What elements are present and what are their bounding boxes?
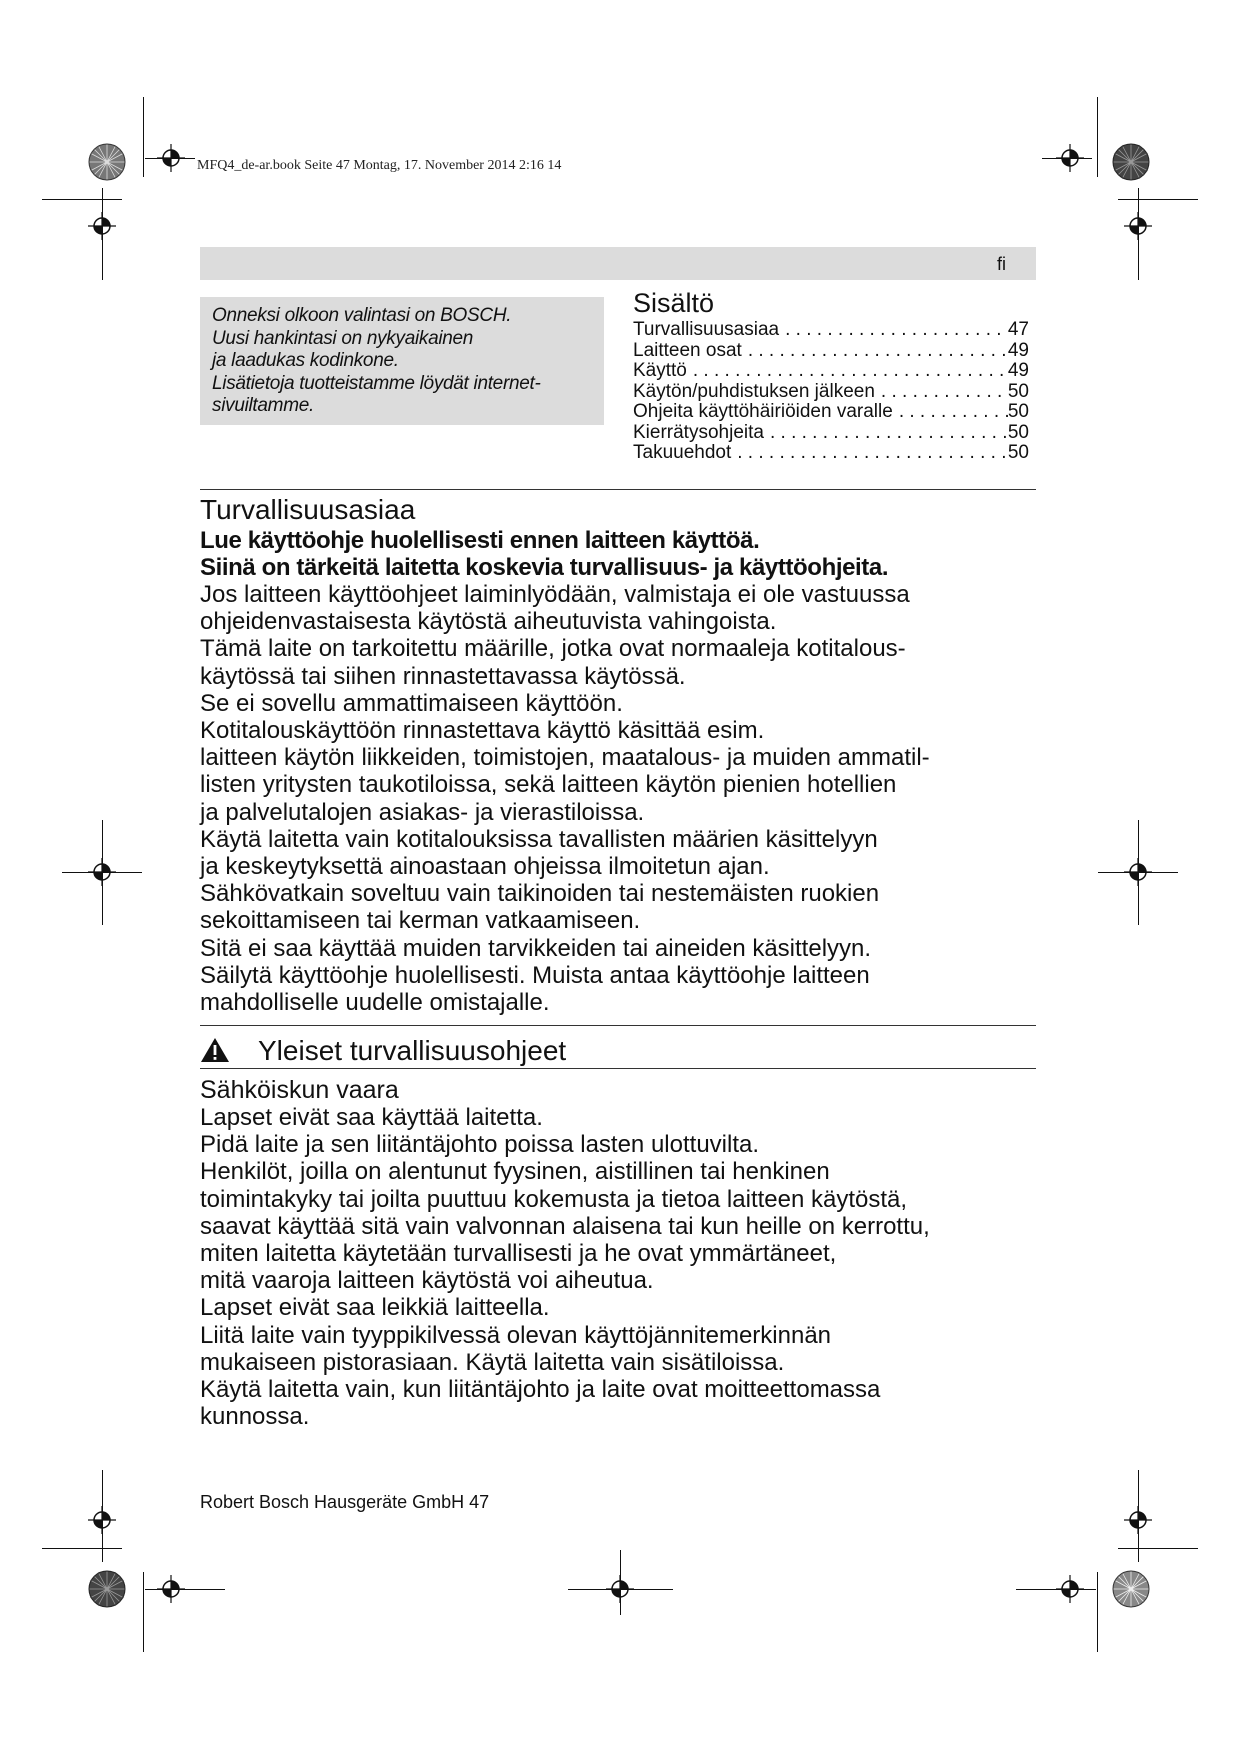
color-rosette-icon xyxy=(88,143,126,181)
general-text xyxy=(200,1104,1040,1430)
text-line: kunnossa. xyxy=(200,1403,310,1431)
text-line: Kotitalouskäyttöön rinnastettava käyttö käsittää esim. xyxy=(200,717,765,745)
crop-line xyxy=(1118,1548,1198,1549)
crop-line xyxy=(1097,97,1098,177)
text-line: mukaiseen pistorasiaan. Käytä laitetta vain sisätiloissa. xyxy=(200,1348,785,1376)
toc-leader-dots xyxy=(779,320,1008,341)
text-line: mahdolliselle uudelle omistajalle. xyxy=(200,989,550,1017)
safety-bold-intro xyxy=(200,527,1040,581)
registration-mark-icon xyxy=(88,212,116,240)
registration-mark-icon xyxy=(1124,858,1152,886)
bold-line: Siinä on tärkeitä laitetta koskevia turvallisuus- ja käyttöohjeita. xyxy=(200,554,889,582)
text-line: toimintakyky tai joilta puuttuu kokemusta ja tietoa laitteen käytöstä, xyxy=(200,1185,908,1213)
toc-item[interactable] xyxy=(633,341,1029,362)
toc-item[interactable] xyxy=(633,382,1029,403)
toc-leader-dots xyxy=(875,382,1008,403)
text-line: Henkilöt, joilla on alentunut fyysinen, aistillinen tai henkinen xyxy=(200,1158,830,1186)
toc-leader-dots xyxy=(687,361,1008,382)
text-line: Sähkövatkain soveltuu vain taikinoiden tai nestemäisten ruokien xyxy=(200,880,880,908)
text-line: käytössä tai siihen rinnastettavassa käytössä. xyxy=(200,662,686,690)
intro-line: Onneksi olkoon valintasi on BOSCH. xyxy=(212,305,512,326)
text-line: ja palvelutalojen asiakas- ja vierastiloissa. xyxy=(200,798,645,826)
table-of-contents xyxy=(633,320,1029,464)
text-line: sekoittamiseen tai kerman vatkaamiseen. xyxy=(200,907,641,935)
text-line: Tämä laite on tarkoitettu määrille, jotka ovat normaaleja kotitalous- xyxy=(200,635,906,663)
text-line: Pidä laite ja sen liitäntäjohto poissa lasten ulottuvilta. xyxy=(200,1131,760,1159)
text-line: Liitä laite vain tyyppikilvessä olevan käyttöjännitemerkinnän xyxy=(200,1321,832,1349)
registration-mark-icon xyxy=(88,1506,116,1534)
toc-item[interactable] xyxy=(633,320,1029,341)
page-footer: Robert Bosch Hausgeräte GmbH 47 xyxy=(200,1492,490,1512)
toc-item-page: 50 xyxy=(1007,421,1029,443)
text-line: Sitä ei saa käyttää muiden tarvikkeiden tai aineiden käsittelyyn. xyxy=(200,934,872,962)
registration-mark-icon xyxy=(1056,1575,1084,1603)
intro-box xyxy=(200,297,604,425)
toc-item-page: 49 xyxy=(1007,360,1029,381)
toc-item-page: 47 xyxy=(1007,319,1029,340)
intro-line: Lisätietoja tuotteistamme löydät internet- xyxy=(212,372,541,394)
toc-item[interactable] xyxy=(633,423,1029,444)
toc-item[interactable] xyxy=(633,361,1029,382)
section-title-general xyxy=(200,1035,566,1067)
toc-leader-dots xyxy=(764,423,1008,444)
text-line: Se ei sovellu ammattimaiseen käyttöön. xyxy=(200,689,623,717)
toc-title: Sisältö xyxy=(633,288,715,318)
warning-triangle-icon xyxy=(200,1037,230,1063)
crop-line xyxy=(143,1572,144,1652)
intro-line: ja laadukas kodinkone. xyxy=(212,350,399,371)
text-line: Lapset eivät saa käyttää laitetta. xyxy=(200,1104,543,1131)
toc-item[interactable] xyxy=(633,402,1029,423)
text-line: laitteen käytön liikkeiden, toimistojen, maatalous- ja muiden ammatil- xyxy=(200,744,930,772)
color-rosette-icon xyxy=(1112,1570,1150,1608)
toc-item-label: Käyttö xyxy=(633,360,687,381)
language-bar xyxy=(200,247,1036,280)
crop-line xyxy=(1097,1572,1098,1652)
text-line: ohjeidenvastaisesta käytöstä aiheutuvista vahingoista. xyxy=(200,608,777,636)
text-line: Säilytä käyttöohje huolellisesti. Muista antaa käyttöohje laitteen xyxy=(200,961,870,989)
text-line: listen yritysten taukotiloissa, sekä laitteen käytön pienien hotellien xyxy=(200,771,897,799)
text-line: miten laitetta käytetään turvallisesti ja he ovat ymmärtäneet, xyxy=(200,1240,837,1268)
crop-line xyxy=(42,1548,122,1549)
text-line: Käytä laitetta vain kotitalouksissa tavallisten määrien käsittelyyn xyxy=(200,825,878,853)
crop-line xyxy=(143,97,144,177)
toc-item-label: Kierrätysohjeita xyxy=(633,421,764,443)
text-line: Lapset eivät saa leikkiä laitteella. xyxy=(200,1294,550,1322)
crop-line xyxy=(42,199,122,200)
toc-item[interactable] xyxy=(633,443,1029,464)
section-title-safety: Turvallisuusasiaa xyxy=(200,494,416,525)
bold-line: Lue käyttöohje huolellisesti ennen laitteen käyttöä. xyxy=(200,527,760,554)
toc-item-page: 50 xyxy=(1007,380,1029,402)
registration-mark-icon xyxy=(88,858,116,886)
toc-item-label: Laitteen osat xyxy=(633,339,742,361)
toc-item-page: 50 xyxy=(1007,442,1029,463)
section-divider xyxy=(200,1068,1036,1069)
crop-line xyxy=(1118,199,1198,200)
registration-mark-icon xyxy=(606,1575,634,1603)
section-divider xyxy=(200,489,1036,490)
general-title-text: Yleiset turvallisuusohjeet xyxy=(258,1035,567,1066)
text-line: ja keskeytyksettä ainoastaan ohjeissa ilmoitetun ajan. xyxy=(200,853,770,881)
color-rosette-icon xyxy=(1112,143,1150,181)
registration-mark-icon xyxy=(157,1575,185,1603)
toc-item-label: Takuuehdot xyxy=(633,442,732,463)
safety-text xyxy=(200,581,1040,1016)
toc-leader-dots xyxy=(893,402,1008,423)
registration-mark-icon xyxy=(157,144,185,172)
toc-item-label: Turvallisuusasiaa xyxy=(633,319,780,340)
book-header-info: MFQ4_de-ar.book Seite 47 Montag, 17. November 2014 2:16 14 xyxy=(197,158,562,173)
registration-mark-icon xyxy=(1124,1506,1152,1534)
color-rosette-icon xyxy=(88,1570,126,1608)
intro-line: sivuiltamme. xyxy=(212,395,314,416)
section-divider xyxy=(200,1025,1036,1026)
text-line: Käytä laitetta vain, kun liitäntäjohto ja laite ovat moitteettomassa xyxy=(200,1376,881,1404)
subsection-title-shock: Sähköiskun vaara xyxy=(200,1076,399,1104)
toc-item-label: Käytön/puhdistuksen jälkeen xyxy=(633,380,875,402)
toc-leader-dots xyxy=(731,443,1008,464)
toc-item-page: 50 xyxy=(1007,401,1029,422)
registration-mark-icon xyxy=(1056,144,1084,172)
toc-leader-dots xyxy=(742,341,1008,362)
language-code: fi xyxy=(997,254,1006,274)
text-line: saavat käyttää sitä vain valvonnan alaisena tai kun heille on kerrottu, xyxy=(200,1212,930,1240)
text-line: Jos laitteen käyttöohjeet laiminlyödään, valmistaja ei ole vastuussa xyxy=(200,581,910,608)
toc-item-page: 49 xyxy=(1007,339,1029,361)
toc-item-label: Ohjeita käyttöhäiriöiden varalle xyxy=(633,401,893,422)
text-line: mitä vaaroja laitteen käytöstä voi aiheutua. xyxy=(200,1267,654,1295)
registration-mark-icon xyxy=(1124,212,1152,240)
intro-line: Uusi hankintasi on nykyaikainen xyxy=(212,327,474,349)
